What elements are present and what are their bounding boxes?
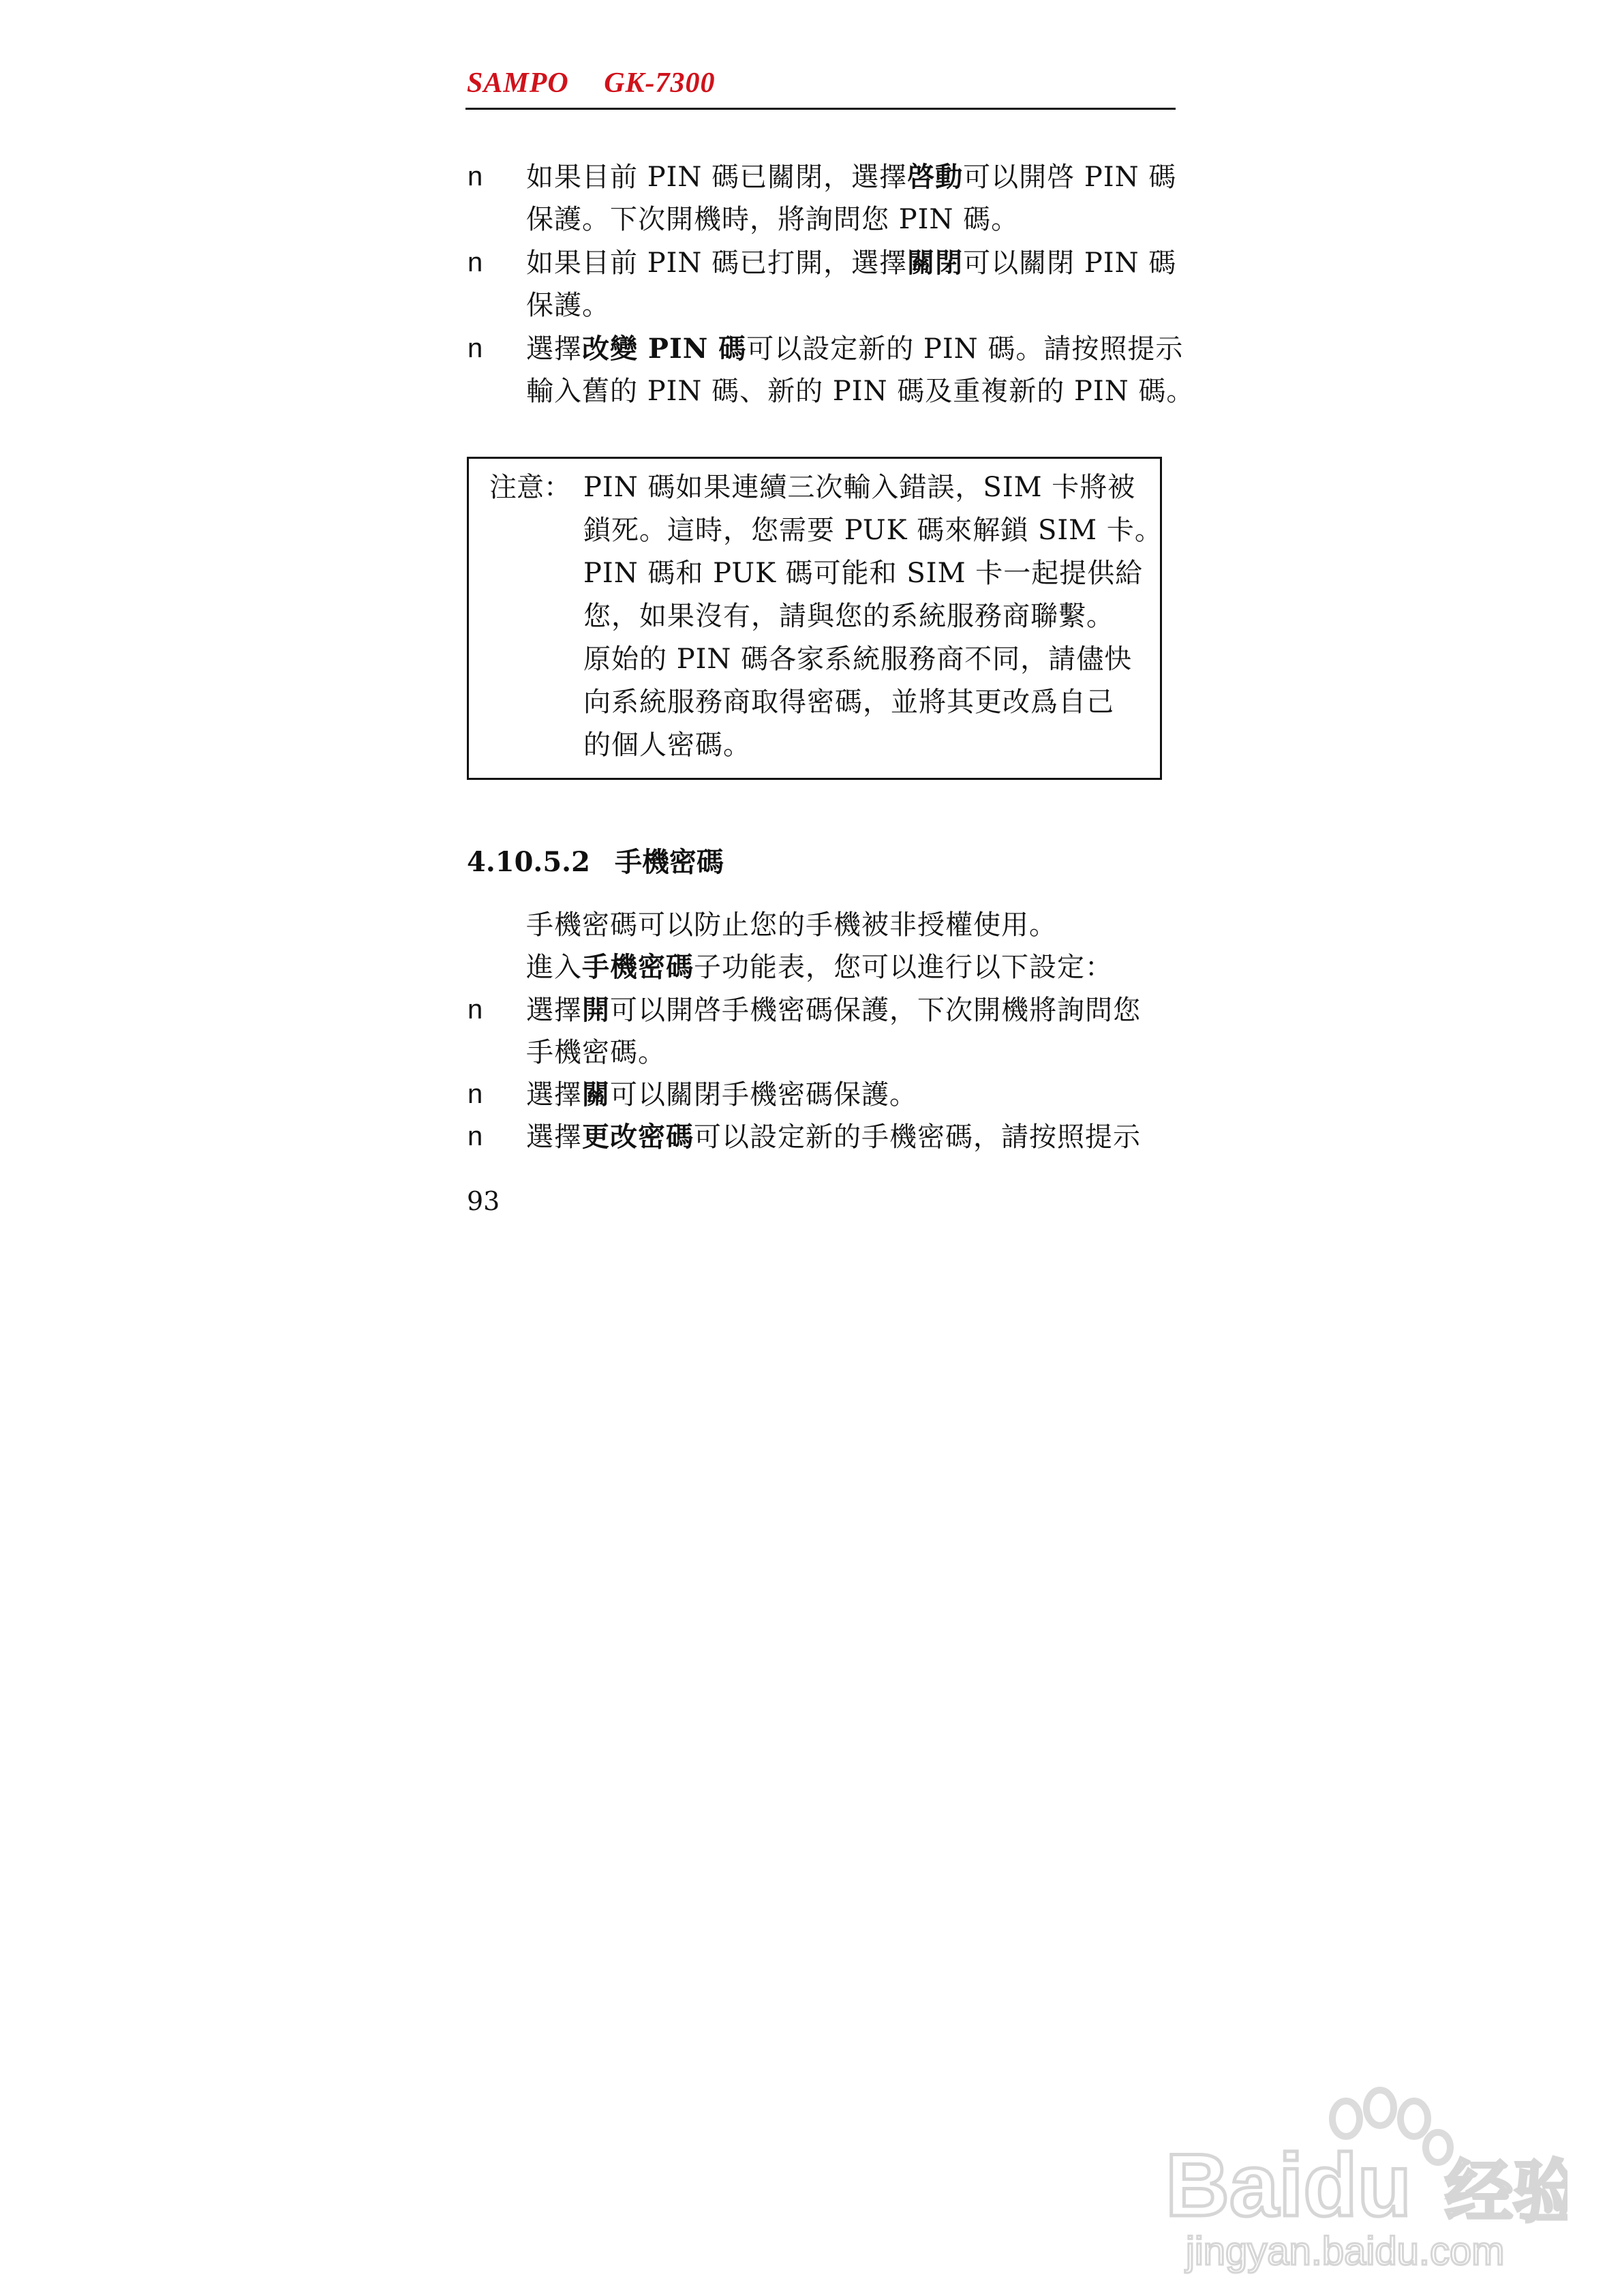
header-rule xyxy=(465,108,1176,110)
bullet-marker: n xyxy=(468,162,483,192)
text-run: 如果目前 PIN 碼已打開，選擇 xyxy=(526,247,908,279)
note-line: 您，如果沒有，請與您的系統服務商聯繫。 xyxy=(583,601,1114,632)
text-run: 選擇 xyxy=(526,333,582,365)
menu-term: 開 xyxy=(582,994,610,1026)
text-run: 手機密碼。 xyxy=(526,1037,666,1068)
text-run: 保護。下次開機時，將詢問您 PIN 碼。 xyxy=(526,204,1020,235)
watermark-brand: Baidu xyxy=(1165,2135,1412,2235)
watermark-suffix: 经验 xyxy=(1445,2152,1567,2232)
note-line: PIN 碼如果連續三次輸入錯誤，SIM 卡將被 xyxy=(583,472,1136,503)
header-title: SAMPO GK-7300 xyxy=(467,67,716,99)
text-run: 可以開啓手機密碼保護，下次開機將詢問您 xyxy=(610,995,1141,1026)
section-heading xyxy=(467,842,724,883)
menu-term: 手機密碼 xyxy=(582,951,694,983)
menu-term: 關閉 xyxy=(907,247,964,279)
text-run: 輸入舊的 PIN 碼、新的 PIN 碼及重複新的 PIN 碼。 xyxy=(526,376,1195,407)
note-line: 的個人密碼。 xyxy=(583,729,751,761)
page-number: 93 xyxy=(467,1186,500,1216)
text-line xyxy=(526,327,1183,371)
text-line xyxy=(526,155,1176,199)
text-line xyxy=(526,988,1141,1032)
text-run: 進入 xyxy=(526,952,582,983)
baidu-jingyan-watermark xyxy=(1159,2072,1567,2277)
note-line: 原始的 PIN 碼各家系統服務商不同，請儘快 xyxy=(583,644,1133,675)
text-run: 如果目前 PIN 碼已關閉，選擇 xyxy=(526,162,908,193)
text-run: 手機密碼可以防止您的手機被非授權使用。 xyxy=(526,909,1057,941)
text-line xyxy=(526,903,1057,947)
text-line xyxy=(526,1115,1141,1159)
menu-term: 關 xyxy=(582,1078,610,1111)
text-run: 可以設定新的 PIN 碼。請按照提示 xyxy=(746,333,1184,365)
text-run: 可以關閉手機密碼保護。 xyxy=(610,1079,917,1111)
note-line: 向系統服務商取得密碼，並將其更改爲自己 xyxy=(583,686,1114,718)
paw-logo-icon xyxy=(1159,2072,1567,2277)
watermark-url: jingyan.baidu.com xyxy=(1186,2229,1505,2274)
text-run: 選擇 xyxy=(526,1079,582,1111)
note-label: 注意： xyxy=(489,472,571,503)
section-number: 4.10.5.2 xyxy=(467,846,590,878)
text-line xyxy=(526,198,1019,241)
text-line xyxy=(526,241,1176,285)
text-run: 可以設定新的手機密碼，請按照提示 xyxy=(694,1121,1141,1153)
note-box xyxy=(467,457,1162,780)
text-run: 選擇 xyxy=(526,1121,582,1153)
text-line xyxy=(526,1031,666,1074)
bullet-marker: n xyxy=(468,1121,483,1151)
text-run: 保護。 xyxy=(526,290,610,321)
text-run: 選擇 xyxy=(526,995,582,1026)
text-line xyxy=(526,284,610,327)
menu-term: 啓動 xyxy=(907,161,964,193)
note-line: 鎖死。這時，您需要 PUK 碼來解鎖 SIM 卡。 xyxy=(583,515,1163,546)
text-line xyxy=(526,946,1113,989)
bullet-marker: n xyxy=(468,995,483,1025)
text-line xyxy=(526,369,1194,413)
note-line: PIN 碼和 PUK 碼可能和 SIM 卡一起提供給 xyxy=(583,558,1144,589)
menu-term: 更改密碼 xyxy=(582,1121,694,1153)
section-title: 手機密碼 xyxy=(614,846,724,878)
bullet-marker: n xyxy=(468,1079,483,1109)
menu-term: 改變 PIN 碼 xyxy=(582,333,747,365)
bullet-marker: n xyxy=(468,333,483,363)
bullet-marker: n xyxy=(468,247,483,277)
text-run: 可以關閉 PIN 碼 xyxy=(963,247,1177,279)
text-run: 子功能表，您可以進行以下設定： xyxy=(694,952,1113,983)
text-line xyxy=(526,1073,917,1117)
text-run: 可以開啓 PIN 碼 xyxy=(963,162,1177,193)
